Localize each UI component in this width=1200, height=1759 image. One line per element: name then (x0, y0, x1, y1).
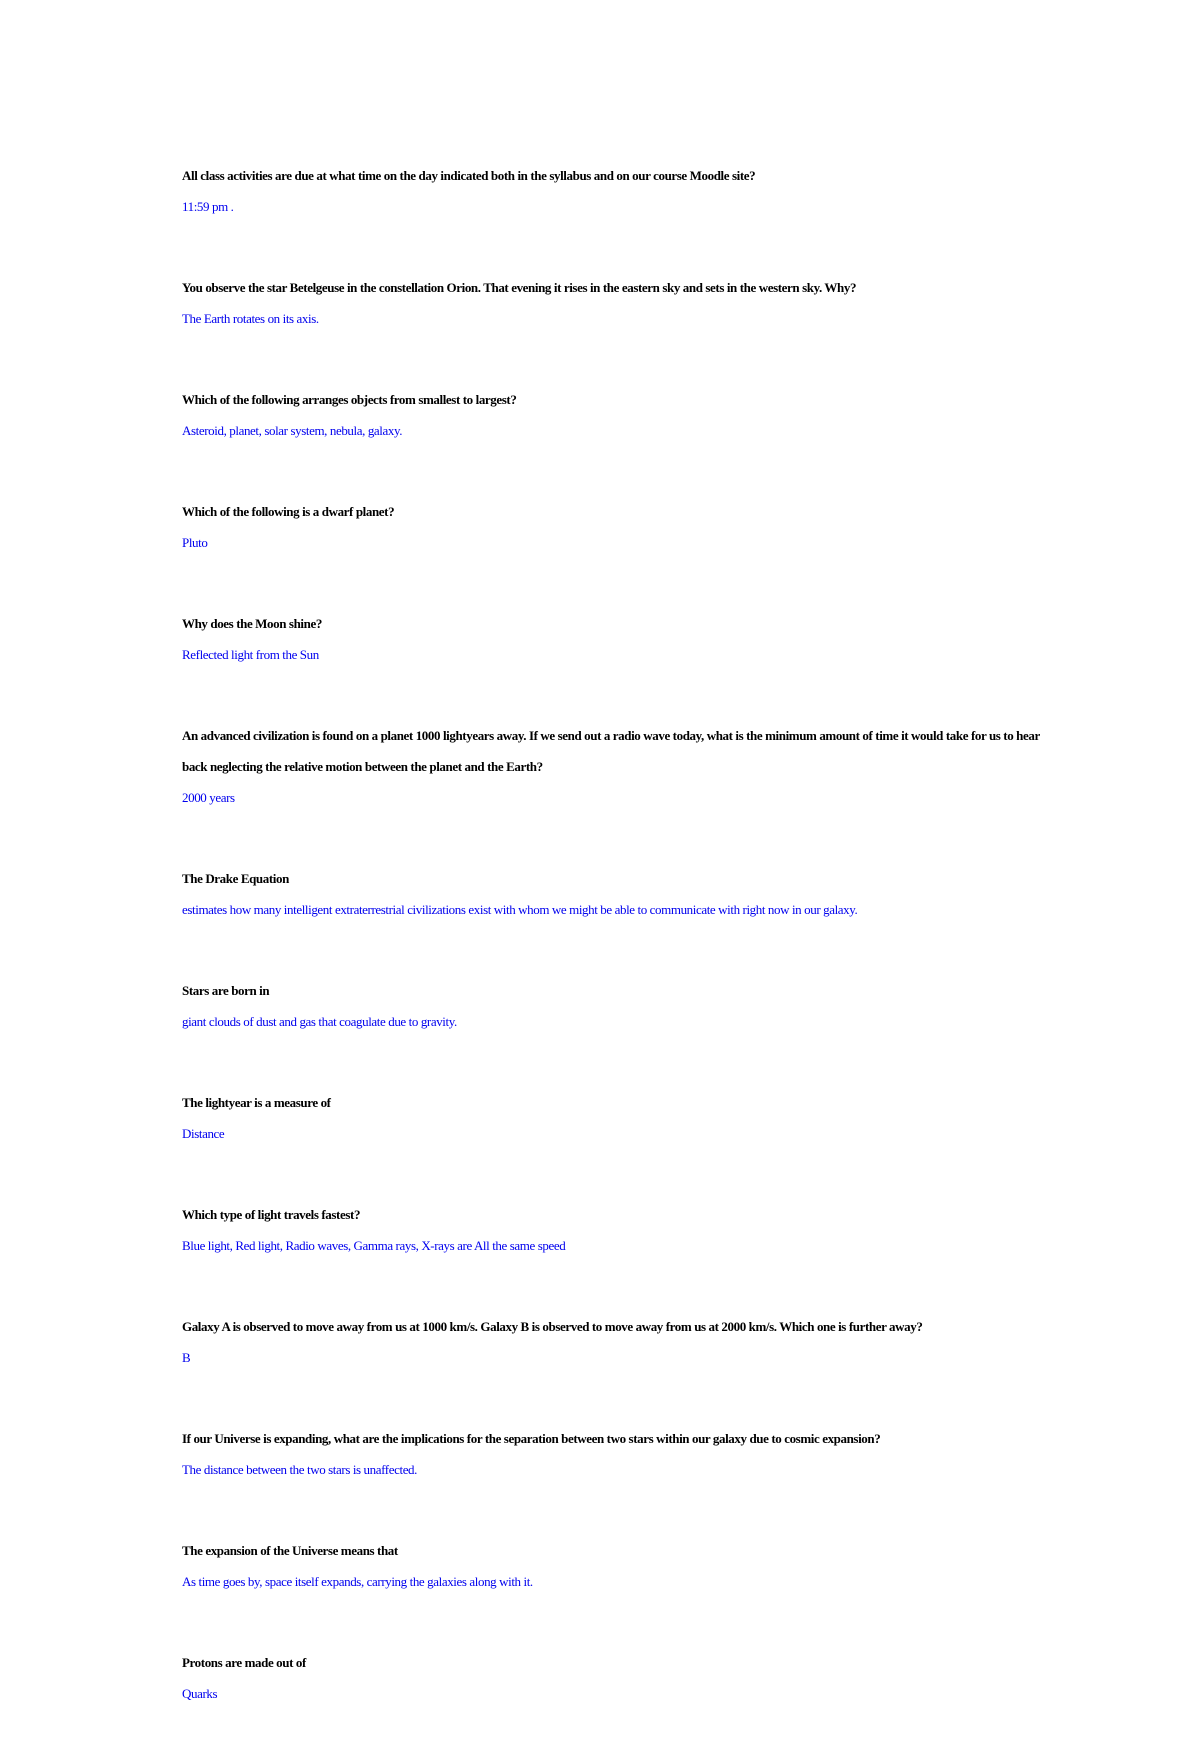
qa-item (182, 608, 1042, 670)
question-text: Which of the following arranges objects from smallest to largest? (182, 392, 517, 407)
question-text: Protons are made out of (182, 1655, 306, 1670)
answer-text: As time goes by, space itself expands, carrying the galaxies along with it. (182, 1574, 533, 1589)
question-text: An advanced civilization is found on a planet 1000 lightyears away. If we send out a radio wave today, what is the minimum amount of time it would take for us to hear back neglecting the relative motion between the planet and the Earth? (182, 728, 1040, 774)
qa-item (182, 863, 1042, 925)
qa-item (182, 1311, 1042, 1373)
question-text: Galaxy A is observed to move away from us at 1000 km/s. Galaxy B is observed to move away from us at 2000 km/s. Which one is further away? (182, 1319, 923, 1334)
qa-item (182, 1647, 1042, 1709)
answer-text: Pluto (182, 535, 208, 550)
answer-text: The distance between the two stars is unaffected. (182, 1462, 418, 1477)
answer-text: Distance (182, 1126, 225, 1141)
question-text: Stars are born in (182, 983, 270, 998)
qa-item (182, 1535, 1042, 1597)
answer-text: Blue light, Red light, Radio waves, Gamma rays, X-rays are All the same speed (182, 1238, 566, 1253)
answer-text: 2000 years (182, 790, 235, 805)
qa-item (182, 1423, 1042, 1485)
qa-item (182, 160, 1042, 222)
answer-text: Reflected light from the Sun (182, 647, 319, 662)
answer-text: giant clouds of dust and gas that coagulate due to gravity. (182, 1014, 457, 1029)
qa-item (182, 272, 1042, 334)
answer-text: Asteroid, planet, solar system, nebula, galaxy. (182, 423, 403, 438)
qa-item (182, 384, 1042, 446)
qa-item (182, 1199, 1042, 1261)
document-body (182, 160, 1042, 1759)
answer-text: The Earth rotates on its axis. (182, 311, 319, 326)
qa-item (182, 975, 1042, 1037)
question-text: If our Universe is expanding, what are the implications for the separation between two stars within our galaxy due to cosmic expansion? (182, 1431, 881, 1446)
qa-item (182, 720, 1042, 813)
answer-text: Quarks (182, 1686, 218, 1701)
question-text: You observe the star Betelgeuse in the constellation Orion. That evening it rises in the eastern sky and sets in the western sky. Why? (182, 280, 857, 295)
question-text: All class activities are due at what time on the day indicated both in the syllabus and on our course Moodle site? (182, 168, 756, 183)
qa-item (182, 496, 1042, 558)
question-text: Which type of light travels fastest? (182, 1207, 361, 1222)
answer-text: estimates how many intelligent extraterrestrial civilizations exist with whom we might be able to communicate with right now in our galaxy. (182, 902, 858, 917)
question-text: Why does the Moon shine? (182, 616, 322, 631)
question-text: The expansion of the Universe means that (182, 1543, 398, 1558)
question-text: Which of the following is a dwarf planet? (182, 504, 395, 519)
answer-text: B (182, 1350, 191, 1365)
answer-text: 11:59 pm . (182, 199, 234, 214)
question-text: The Drake Equation (182, 871, 289, 886)
qa-item (182, 1087, 1042, 1149)
question-text: The lightyear is a measure of (182, 1095, 331, 1110)
